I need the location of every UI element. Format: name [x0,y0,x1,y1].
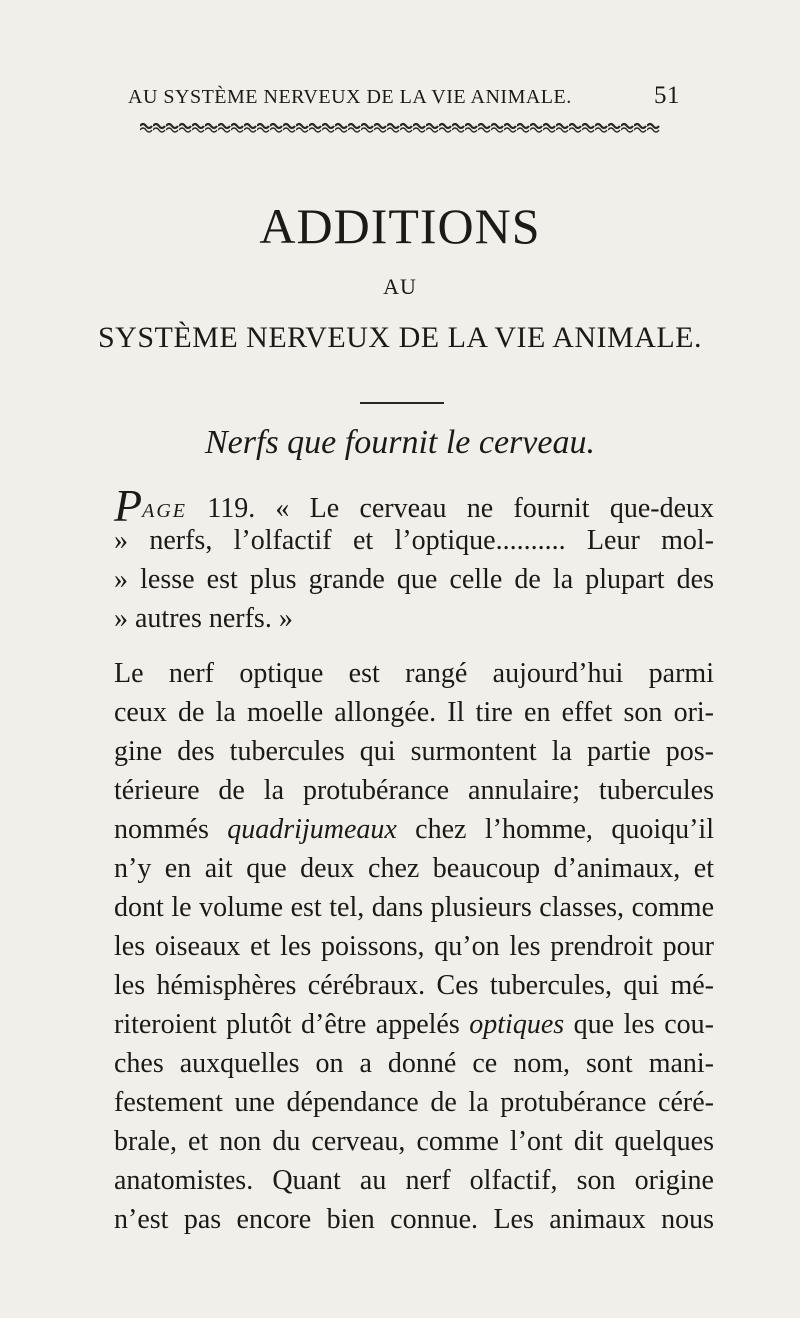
quote-block [114,482,714,638]
paragraph-line: ceux de la moelle allongée. Il tire en effet son ori- [114,697,714,728]
paragraph-line: les hémisphères cérébraux. Ces tubercules, qui mé- [114,970,714,1001]
divider-rule [360,402,444,404]
page-number: 51 [654,82,680,109]
body-paragraph [114,654,714,1239]
heading-system: SYSTÈME NERVEUX DE LA VIE ANIMALE. [97,321,703,354]
paragraph-line: nommés quadrijumeaux chez l’homme, quoiqu’il [114,814,714,845]
ornamental-border [140,122,660,134]
italic-term-optiques: optiques [469,1009,565,1040]
paragraph-line: n’est pas encore bien connue. Les animaux nous [114,1204,714,1235]
paragraph-line: anatomistes. Quant au nerf olfactif, son origine [114,1165,714,1196]
page-reference: PAGE [114,480,187,531]
paragraph-line: térieure de la protubérance annulaire; tubercules [114,775,714,806]
quote-line-4: » autres nerfs. » [114,603,293,634]
section-subtitle: Nerfs que fournit le cerveau. [205,424,595,461]
paragraph-line: gine des tubercules qui surmontent la partie pos- [114,736,714,767]
heading-additions: ADDITIONS [259,198,541,254]
running-head-title: AU SYSTÈME NERVEUX DE LA VIE ANIMALE. [128,86,572,108]
quote-line-3: » lesse est plus grande que celle de la plupart des [114,564,714,595]
paragraph-line: ches auxquelles on a donné ce nom, sont mani- [114,1048,714,1079]
paragraph-line: les oiseaux et les poissons, qu’on les prendroit pour [114,931,714,962]
quote-line-1: PAGE 119. « Le cerveau ne fournit que-deux [114,480,714,531]
quote-line-2: » nerfs, l’olfactif et l’optique.......... Leur mol- [114,525,714,556]
paragraph-line: festement une dépendance de la protubérance céré- [114,1087,714,1118]
heading-au: AU [383,274,417,299]
italic-term-quadrijumeaux: quadrijumeaux [227,814,397,845]
paragraph-line: riteroient plutôt d’être appelés optiques que les cou- [114,1009,714,1040]
paragraph-line: dont le volume est tel, dans plusieurs classes, comme [114,892,714,923]
paragraph-line: Le nerf optique est rangé aujourd’hui parmi [114,658,714,689]
paragraph-line: brale, et non du cerveau, comme l’ont dit quelques [114,1126,714,1157]
paragraph-line: n’y en ait que deux chez beaucoup d’animaux, et [114,853,714,884]
